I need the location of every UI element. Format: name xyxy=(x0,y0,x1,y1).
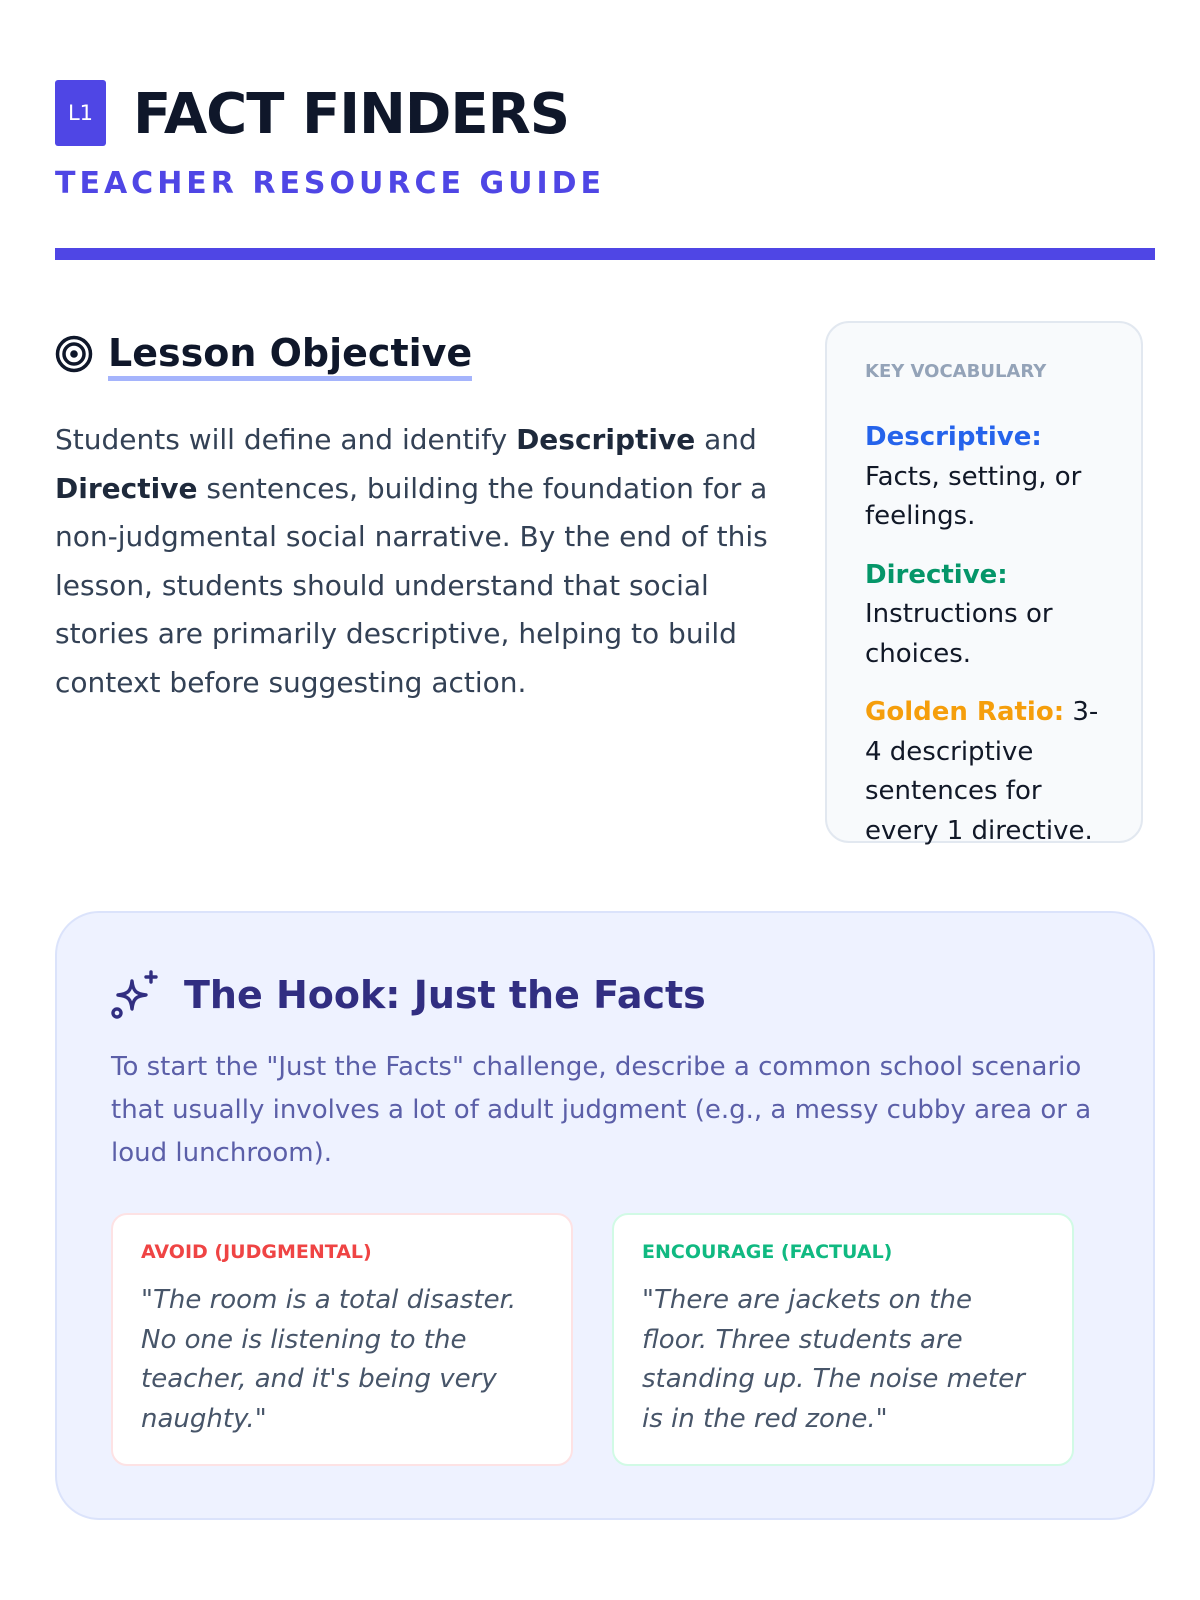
objective-text-before: Students will define and identify xyxy=(55,423,517,456)
encourage-quote: "There are jackets on the floor. Three students are standing up. The noise meter is in the red zone." xyxy=(642,1285,1025,1434)
avoid-quote: "The room is a total disaster. No one is listening to the teacher, and it's being very naughty." xyxy=(141,1285,517,1434)
objective-title: Lesson Objective xyxy=(108,330,472,381)
vocabulary-item-directive xyxy=(865,556,1105,675)
key-vocabulary-card xyxy=(825,321,1143,846)
lesson-objective-section xyxy=(55,330,775,699)
lesson-badge: L1 xyxy=(55,80,106,146)
header-divider xyxy=(55,248,1155,260)
hook-section xyxy=(55,911,1155,1520)
encourage-example-card xyxy=(612,1213,1074,1466)
vocabulary-item-descriptive xyxy=(865,418,1105,537)
objective-text xyxy=(55,416,775,707)
encourage-label: ENCOURAGE (FACTUAL) xyxy=(642,1241,893,1263)
objective-text-after: sentences, building the foundation for a non-judgmental social narrative. By the end of this lesson, students should understand that social stories are primarily descriptive, helping to build context before suggesting action. xyxy=(55,471,768,699)
page-subtitle: TEACHER RESOURCE GUIDE xyxy=(55,166,605,201)
page-title: FACT FINDERS xyxy=(133,82,570,147)
objective-heading xyxy=(55,330,775,380)
vocabulary-definition: Facts, setting, or feelings. xyxy=(865,461,1082,531)
vocabulary-item-golden-ratio xyxy=(865,693,1105,851)
hook-title: The Hook: Just the Facts xyxy=(184,973,706,1017)
avoid-label: AVOID (JUDGMENTAL) xyxy=(141,1241,372,1263)
vocabulary-term: Golden Ratio: xyxy=(865,697,1065,727)
sparkles-icon xyxy=(110,969,162,1021)
vocabulary-label: KEY VOCABULARY xyxy=(865,361,1047,382)
vocabulary-definition: Instructions or choices. xyxy=(865,599,1053,669)
vocabulary-definition: 3-4 descriptive sentences for every 1 directive. xyxy=(865,697,1099,846)
vocabulary-term: Descriptive: xyxy=(865,422,1042,452)
objective-bold-descriptive: Descriptive xyxy=(516,423,696,456)
avoid-example-card xyxy=(111,1213,573,1466)
vocabulary-term: Directive: xyxy=(865,559,1008,590)
hook-description: To start the "Just the Facts" challenge, describe a common school scenario that usually involves a lot of adult judgment (e.g., a messy cubby area or a loud lunchroom). xyxy=(111,1052,1092,1168)
objective-bold-directive: Directive xyxy=(55,471,198,505)
objective-text-middle: and xyxy=(695,423,757,456)
target-icon xyxy=(55,335,93,373)
